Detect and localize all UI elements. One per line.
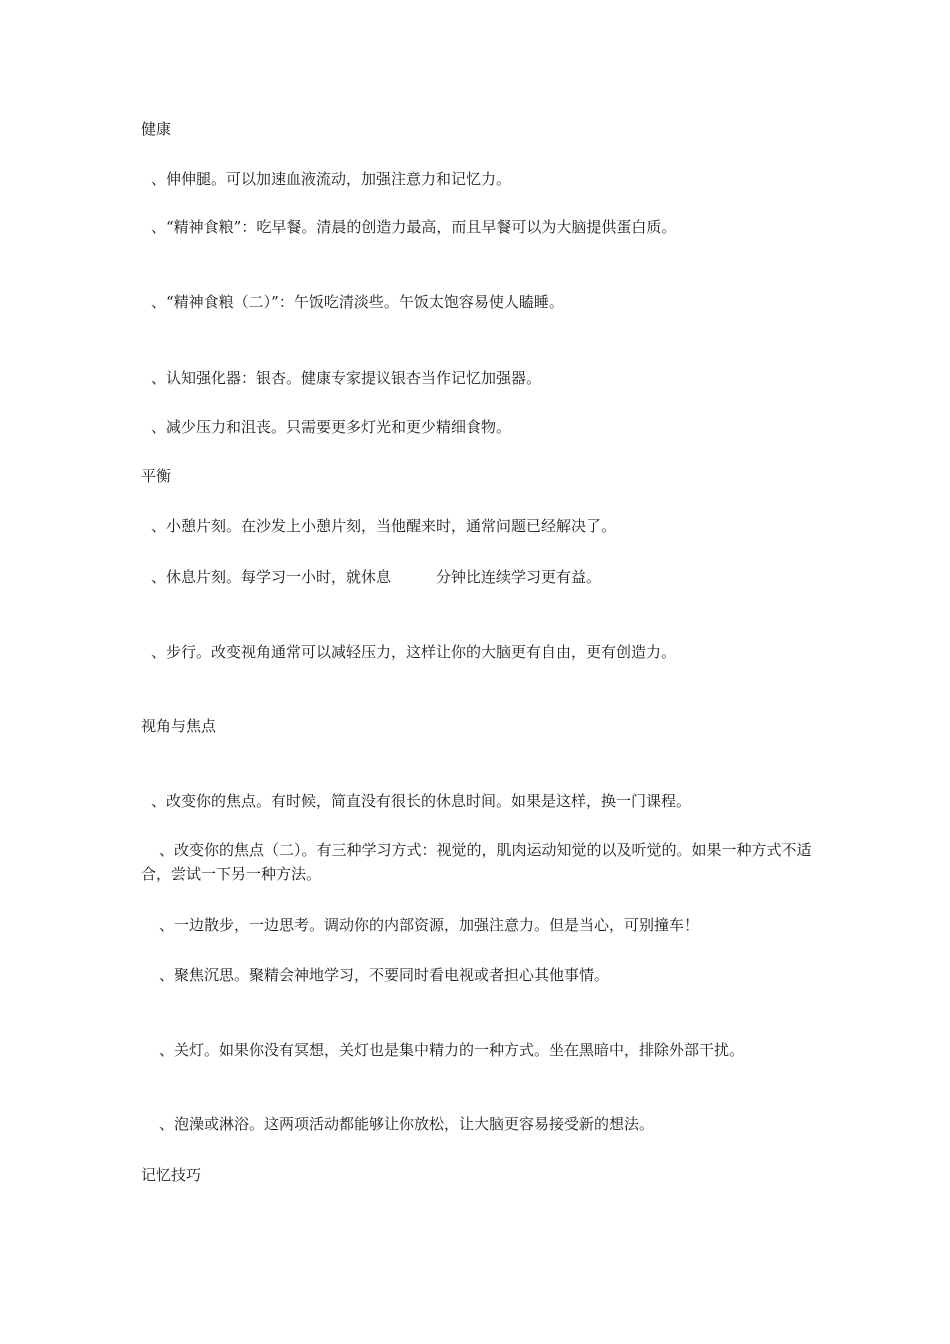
section-heading-memory: 记忆技巧 [141,1166,202,1184]
list-item: 、关灯。如果你没有冥想，关灯也是集中精力的一种方式。坐在黑暗中，排除外部干扰。 [159,1041,745,1059]
list-item: 、改变你的焦点（二）。有三种学习方式：视觉的，肌肉运动知觉的以及听觉的。如果一种方式不适合，尝试一下另一种方法。 [141,841,812,883]
list-item: 、伸伸腿。可以加速血液流动，加强注意力和记忆力。 [151,170,512,188]
list-item: 、认知强化器：银杏。健康专家提议银杏当作记忆加强器。 [151,369,542,387]
section-heading-focus: 视角与焦点 [141,717,217,735]
list-item: 、小憩片刻。在沙发上小憩片刻，当他醒来时，通常问题已经解决了。 [151,517,617,535]
list-item: 、聚焦沉思。聚精会神地学习，不要同时看电视或者担心其他事情。 [159,966,610,984]
list-item: 、一边散步，一边思考。调动你的内部资源，加强注意力。但是当心，可别撞车！ [159,916,700,934]
list-item: 、休息片刻。每学习一小时，就休息 分钟比连续学习更有益。 [151,568,602,586]
list-item: 、改变你的焦点。有时候，简直没有很长的休息时间。如果是这样，换一门课程。 [151,792,692,810]
list-item: 、“精神食粮（二）”：午饭吃清淡些。午饭太饱容易使人瞌睡。 [151,293,564,311]
list-item: 、泡澡或淋浴。这两项活动都能够让你放松，让大脑更容易接受新的想法。 [159,1115,655,1133]
list-item: 、步行。改变视角通常可以减轻压力，这样让你的大脑更有自由，更有创造力。 [151,643,677,661]
section-heading-balance: 平衡 [141,467,172,485]
list-item: 、减少压力和沮丧。只需要更多灯光和更少精细食物。 [151,418,512,436]
section-heading-health: 健康 [141,120,172,138]
list-item: 、“精神食粮”：吃早餐。清晨的创造力最高，而且早餐可以为大脑提供蛋白质。 [151,218,677,236]
